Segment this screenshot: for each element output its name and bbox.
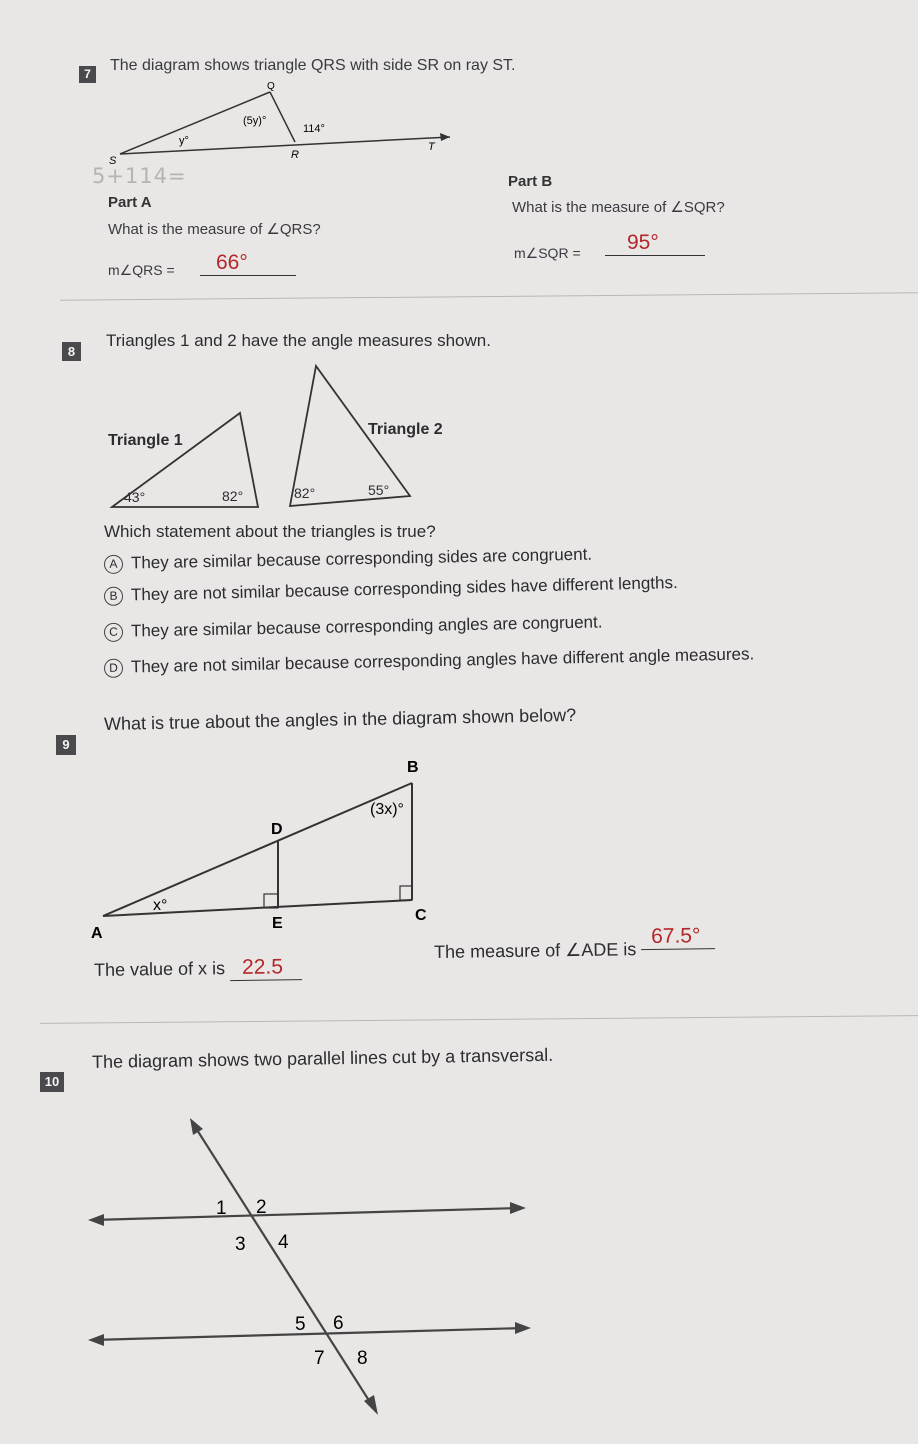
q8-question: Which statement about the triangles is true? (104, 522, 436, 541)
angle-6-label: 6 (333, 1313, 344, 1334)
choice-c-text: They are similar because corresponding angles are congruent. (130, 612, 603, 641)
triangle-2-angle-left: 82° (294, 485, 316, 501)
choice-d[interactable] (104, 644, 755, 678)
parallel-line-2 (92, 1328, 525, 1340)
vertex-s-label: S (109, 155, 117, 167)
choice-b-letter: B (104, 587, 123, 606)
triangle-2-title: Triangle 2 (368, 421, 443, 438)
angle-ade-line (434, 924, 716, 963)
right-triangle-abc-diagram (85, 748, 445, 948)
choice-c[interactable] (104, 612, 603, 642)
angle-q-label: (5y)° (243, 115, 267, 127)
x-value-line (94, 955, 302, 983)
angle-s-label: y° (179, 135, 189, 147)
point-d-label: D (271, 821, 283, 838)
parallel-line-1 (92, 1208, 520, 1220)
point-t-label: T (428, 141, 435, 153)
ray-st (120, 137, 450, 154)
angle-7-label: 7 (314, 1348, 325, 1369)
question-number-10: 10 (40, 1072, 64, 1092)
angle-a-label: x° (153, 897, 168, 914)
q8-prompt: Triangles 1 and 2 have the angle measures shown. (106, 331, 491, 350)
angle-ade-label: The measure of ∠ADE is (433, 939, 637, 962)
triangle-1-angle-left: 43° (124, 489, 146, 505)
choice-d-letter: D (104, 659, 123, 678)
scratch-work: 5+114= (92, 164, 187, 188)
right-angle-mark-e (264, 894, 278, 908)
triangle-qrs-diagram (95, 80, 475, 170)
triangle-2-angle-right: 55° (368, 482, 390, 498)
choice-b[interactable] (104, 573, 678, 606)
q10-prompt: The diagram shows two parallel lines cut by a transversal. (91, 1044, 554, 1072)
part-a-question: What is the measure of ∠QRS? (108, 221, 321, 238)
part-a-label: Part A (108, 194, 152, 211)
choice-a[interactable] (104, 545, 592, 574)
choice-c-letter: C (104, 623, 123, 642)
point-e-label: E (272, 915, 283, 932)
triangle-1-diagram (100, 405, 270, 515)
vertex-b-label: B (407, 759, 419, 776)
exterior-angle-label: 114° (303, 123, 325, 135)
part-b-answer-label: m∠SQR = (514, 245, 581, 261)
part-b-answer: 95° (605, 231, 705, 256)
x-value-label: The value of x is (93, 958, 226, 980)
choice-b-text: They are not similar because corresponding sides have different lengths. (130, 572, 678, 605)
choice-a-letter: A (104, 555, 123, 574)
vertex-q-label: Q (267, 81, 275, 92)
vertex-a-label: A (91, 925, 103, 942)
triangle-1-title: Triangle 1 (108, 432, 183, 449)
triangle-1-angle-right: 82° (222, 488, 244, 504)
part-a-answer-label: m∠QRS = (108, 262, 175, 278)
side-ac (103, 900, 412, 916)
question-number-8: 8 (62, 342, 81, 361)
part-b-label: Part B (508, 173, 553, 190)
vertex-r-label: R (291, 149, 299, 161)
part-a-answer: 66° (200, 251, 296, 276)
vertex-c-label: C (415, 907, 427, 924)
angle-1-label: 1 (216, 1198, 227, 1219)
angle-b-label: (3x)° (370, 801, 404, 818)
choice-a-text: They are similar because corresponding sides are congruent. (130, 544, 593, 573)
angle-3-label: 3 (235, 1234, 246, 1255)
angle-8-label: 8 (357, 1348, 368, 1369)
divider-1 (60, 292, 918, 300)
right-angle-mark-c (400, 886, 412, 900)
ray-arrowhead (440, 133, 450, 141)
triangle-2-diagram (282, 360, 472, 510)
question-number-7: 7 (79, 66, 96, 83)
angle-ade-answer: 67.5° (641, 924, 715, 950)
q7-prompt: The diagram shows triangle QRS with side SR on ray ST. (110, 57, 516, 74)
x-value-answer: 22.5 (230, 955, 302, 981)
choice-d-text: They are not similar because corresponding angles have different angle measures. (130, 644, 755, 677)
angle-4-label: 4 (278, 1232, 289, 1253)
question-number-9: 9 (56, 735, 76, 755)
transversal-line (192, 1122, 375, 1410)
parallel-lines-diagram (80, 1110, 550, 1430)
side-ab (103, 783, 412, 916)
angle-2-label: 2 (256, 1197, 267, 1218)
angle-5-label: 5 (295, 1314, 306, 1335)
part-b-question: What is the measure of ∠SQR? (512, 199, 725, 216)
q9-prompt: What is true about the angles in the diagram shown below? (103, 704, 577, 734)
side-qr (270, 92, 295, 142)
divider-2 (40, 1015, 918, 1024)
